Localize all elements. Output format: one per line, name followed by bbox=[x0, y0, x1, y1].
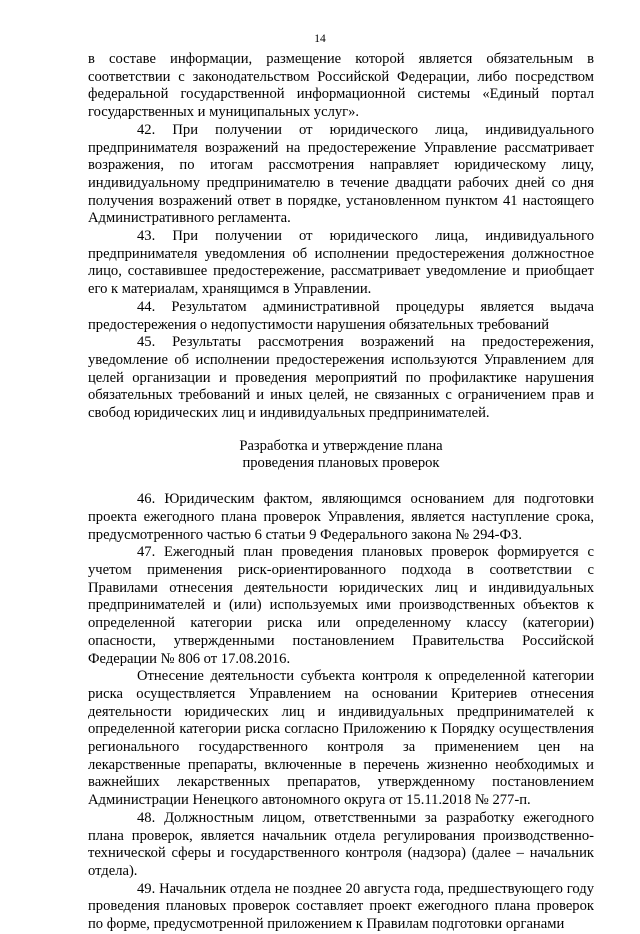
section-heading bbox=[88, 438, 594, 473]
paragraph-47-risk-category: Отнесение деятельности субъекта контроля к определенной категории риска осуществляется Управлением на основании Критериев отнесения деятельности юридических лиц и индивидуальных предпринимателей к определенной категории риска согласно Приложению к Порядку осуществления регионального государственного контроля за применением цен на лекарственные препараты, включенные в перечень жизненно необходимых и важнейших лекарственных препаратов, утвержденному постановлением Администрации Ненецкого автономного округа от 15.11.2018 № 277-п. bbox=[88, 668, 594, 809]
paragraph-46: 46. Юридическим фактом, являющимся основанием для подготовки проекта ежегодного плана проверок Управления, является наступление срока, предусмотренного частью 6 статьи 9 Федерального закона № 294-ФЗ. bbox=[88, 491, 594, 543]
paragraph-49: 49. Начальник отдела не позднее 20 августа года, предшествующего году проведения плановых проверок составляет проект ежегодного плана проверок по форме, предусмотренной приложением к Правилам подготовки органами bbox=[88, 880, 594, 933]
paragraph-44: 44. Результатом административной процедуры является выдача предостережения о недопустимости нарушения обязательных требований bbox=[88, 298, 594, 333]
page-number: 14 bbox=[314, 33, 326, 45]
paragraph-45: 45. Результаты рассмотрения возражений на предостережения, уведомление об исполнении предостережения используются Управлением для целей организации и проведения мероприятий по профилактике нарушения обязательных требований и иных целей, не связанных с ограничением прав и свобод юридических лиц и индивидуальных предпринимателей. bbox=[88, 334, 594, 422]
paragraph-47: 47. Ежегодный план проведения плановых проверок формируется с учетом применения риск-ориентированного подхода в соответствии с Правилами отнесения деятельности юридических лиц и индивидуальных предпринимателей и (или) используемых ими производственных объектов к определенной категории риска или определенному классу (категории) опасности, утвержденными постановлением Правительства Российской Федерации № 806 от 17.08.2016. bbox=[88, 544, 594, 667]
section-heading-line-2: проведения плановых проверок bbox=[242, 455, 440, 472]
paragraph-43: 43. При получении от юридического лица, индивидуального предпринимателя уведомления об исполнении предостережения должностное лицо, составившее предостережение, рассматривает уведомление и приобщает его к материалам, хранящимся в Управлении. bbox=[88, 228, 594, 298]
document-body bbox=[88, 51, 594, 934]
paragraph-42: 42. При получении от юридического лица, индивидуального предпринимателя возражений на предостережение Управление рассматривает возражения, по итогам рассмотрения направляет юридическому лицу, индивидуальному предпринимателю в течение двадцати рабочих дней со дня получения возражений ответ в порядке, установленном пунктом 41 настоящего Административного регламента. bbox=[88, 121, 594, 227]
paragraph-41-continuation: в составе информации, размещение которой является обязательным в соответствии с законодательством Российской Федерации, либо посредством федеральной государственной информационной системы «Единый портал государственных и муниципальных услуг». bbox=[88, 51, 594, 121]
section-heading-line-1: Разработка и утверждение плана bbox=[239, 437, 443, 454]
paragraph-48: 48. Должностным лицом, ответственными за разработку ежегодного плана проверок, является начальник отдела регулирования производственно-технической сферы и государственного контроля (надзора) (далее – начальник отдела). bbox=[88, 809, 594, 879]
